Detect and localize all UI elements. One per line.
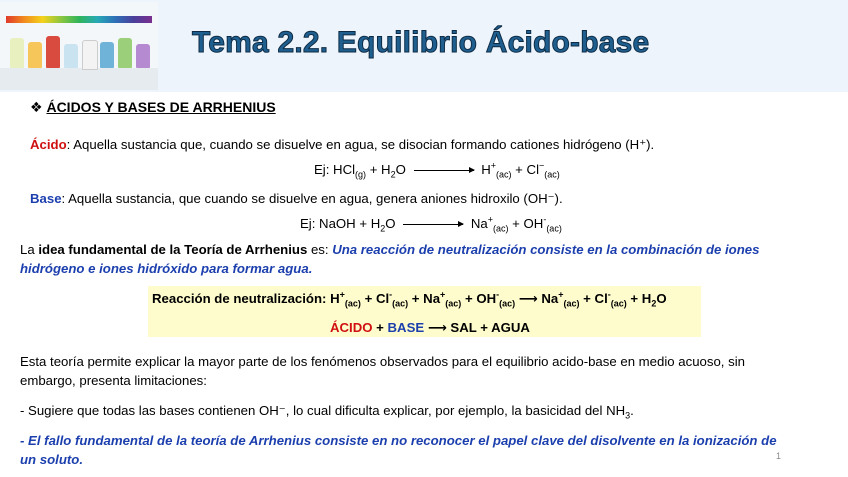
- limitation-point-1: - Sugiere que todas las bases contienen OH⁻, lo cual dificulta explicar, por ejemplo, la basicidad del $NH_3$.: [20, 403, 634, 421]
- base-definition: Base: Aquella sustancia, que cuando se disuelve en agua, genera aniones hidroxilo (OH⁻).: [30, 191, 563, 206]
- acid-definition: Ácido: Aquella sustancia que, cuando se disuelve en agua, se disocian formando cationes hidrógeno (H⁺).: [30, 137, 655, 152]
- limitation-point-2-line1: - El fallo fundamental de la teoría de Arrhenius consiste en no reconocer el papel clave del disolvente en la ionización de: [20, 433, 777, 448]
- base-example: Ej: NaOH + $H_2O$ $Na^+_{(ac)} + OH^-_{(ac)}$: [300, 214, 562, 234]
- arrhenius-idea-line1: La idea fundamental de la Teoría de Arrhenius es: Una reacción de neutralización consiste en la combinación de iones: [20, 242, 760, 257]
- reaction-arrow-icon: [403, 224, 463, 225]
- limitation-point-2-line2: un soluto.: [20, 452, 83, 467]
- section-heading-text: ÁCIDOS Y BASES DE ARRHENIUS: [46, 99, 276, 115]
- diamond-bullet-icon: ❖: [30, 99, 43, 115]
- acid-example: Ej: $HCl_{(g)} + H_2O$ $H^+_{(ac)} + Cl^-_{(ac)}$: [314, 160, 560, 180]
- acid-term: Ácido: [30, 137, 67, 152]
- page-title: Tema 2.2. Equilibrio Ácido-base: [192, 26, 650, 59]
- reaction-arrow-icon: [414, 170, 474, 171]
- limits-paragraph-line1: Esta teoría permite explicar la mayor parte de los fenómenos observados para el equilibrio acido-base en medio acuoso, sin: [20, 354, 745, 369]
- limits-paragraph-line2: embargo, presenta limitaciones:: [20, 373, 207, 388]
- arrhenius-idea-line2: hidrógeno e iones hidróxido para formar agua.: [20, 261, 313, 276]
- section-heading: [30, 99, 276, 116]
- base-term: Base: [30, 191, 62, 206]
- ph-scale-image: [0, 2, 158, 90]
- neutralization-summary: ÁCIDO + BASE ⟶ SAL + AGUA: [330, 320, 530, 335]
- page-number: 1: [776, 451, 782, 461]
- neutralization-equation: Reacción de neutralización: $H^+_{(ac)} + Cl^-_{(ac)} + Na^+_{(ac)} + OH^-_{(ac)}$ ⟶ $Na^+_{(ac)} + Cl^-_{(ac)} + H_2O$: [152, 289, 667, 309]
